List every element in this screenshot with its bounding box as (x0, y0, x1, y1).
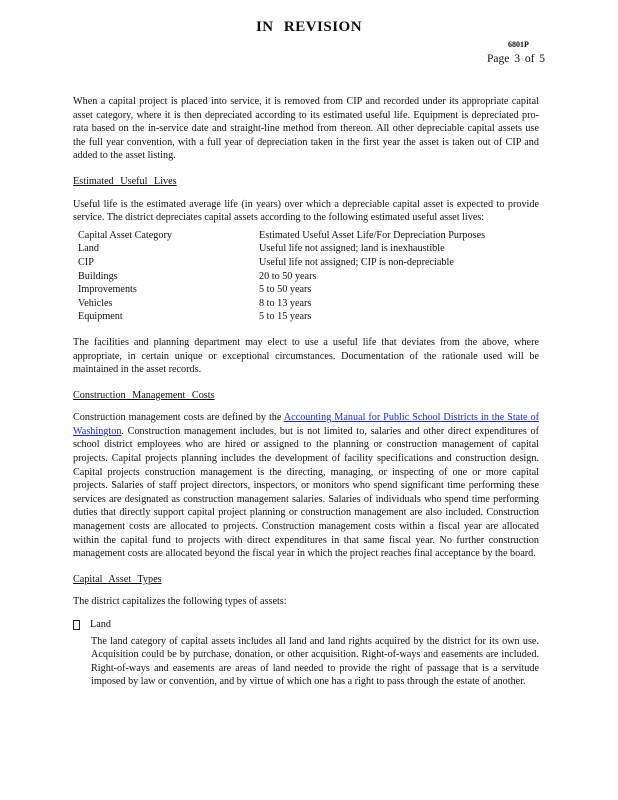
table-cell-life: Useful life not assigned; CIP is non-depreciable (259, 256, 454, 268)
construction-lead-text: Construction management costs are defined by the (73, 412, 284, 424)
table-row (78, 297, 539, 311)
document-body (73, 95, 539, 689)
table-header-cell: Estimated Useful Asset Life/For Depreciation Purposes (259, 229, 486, 241)
table-row (78, 310, 539, 324)
land-paragraph: The land category of capital assets includes all land and land rights acquired by the district for its own use. Acquisition could be by purchase, donation, or other acquisition. Right-of-ways and easements are included. Right-of-ways and easements are areas of land needed to provide the right of passage that is a servitude imposed by law or convention, and by virtue of which one has a right to pass through the estate of another. (91, 635, 539, 688)
list-item-label: Land (90, 619, 111, 630)
table-cell-life: 20 to 50 years (259, 270, 317, 282)
section-heading-asset-types: Capital Asset Types (73, 573, 162, 585)
table-cell-category: CIP (78, 256, 94, 268)
construction-paragraph (73, 411, 539, 561)
bullet-box-icon (73, 620, 80, 630)
section-heading-construction: Construction Management Costs (73, 389, 215, 401)
intro-paragraph: When a capital project is placed into service, it is removed from CIP and recorded under its appropriate capital asset category, where it is then depreciated according to its estimated useful life. Equipment is depreciated pro-rata based on the in-service date and straight-line method from thereon. All other depreciable capital assets use the full year convention, with a full year of depreciation taken in the first year the asset is taken out of CIP and added to the asset listing. (73, 96, 539, 162)
useful-lives-paragraph: Useful life is the estimated average life (in years) over which a depreciable capital asset is expected to provide service. The district depreciates capital assets according to the following estimated useful asset lives: (73, 198, 539, 224)
table-header-cell: Capital Asset Category (78, 229, 172, 241)
accounting-manual-link[interactable]: Accounting Manual for Public School Districts in the State of Washington (73, 412, 539, 437)
table-header-row (78, 229, 539, 243)
table-row (78, 242, 539, 256)
useful-lives-closing-paragraph: The facilities and planning department may elect to use a useful life that deviates from the above, where appropriate, in certain unique or exceptional circumstances. Documentation of the rationale used will be maintained in the asset records. (73, 336, 539, 376)
table-cell-life: Useful life not assigned; land is inexhaustible (259, 243, 445, 255)
table-cell-category: Equipment (78, 311, 123, 323)
useful-lives-table (78, 229, 539, 324)
table-cell-life: 5 to 50 years (259, 284, 312, 296)
table-row (78, 270, 539, 284)
table-cell-life: 5 to 15 years (259, 311, 312, 323)
document-title: IN REVISION (255, 19, 363, 35)
section-heading-useful-lives: Estimated Useful Lives (73, 175, 177, 187)
table-cell-category: Buildings (78, 270, 118, 282)
asset-types-intro: The district capitalizes the following types of assets: (73, 596, 287, 608)
table-row (78, 256, 539, 270)
table-cell-category: Vehicles (78, 297, 113, 309)
table-cell-life: 8 to 13 years (259, 297, 312, 309)
construction-body-text: . Construction management includes, but is not limited to, salaries and other direct expenditures of school district employees who are hired or assigned to the planning or construction management of capital projects. Capital projects planning includes the development of facility specifications and construction design. Capital projects construction management is the directing, managing, or inspecting of one or more capital projects. Salaries of staff project directors, inspectors, or monitors who spend significant time performing these services are designated as construction management salaries. Salaries of individuals who spend time performing duties that directly support capital project planning or construction management are also included. Construction management costs are allocated to projects. Construction management costs within a fiscal year are allocated within the capital fund to projects with direct expenditures in that same fiscal year. No further construction management costs are allocated beyond the fiscal year in which the project reaches final acceptance by the board. (73, 425, 539, 560)
table-cell-category: Land (78, 243, 99, 255)
table-row (78, 283, 539, 297)
page-number: Page 3 of 5 (487, 53, 546, 65)
document-number: 6801P (508, 40, 529, 49)
list-item (73, 618, 539, 632)
table-cell-category: Improvements (78, 284, 137, 296)
